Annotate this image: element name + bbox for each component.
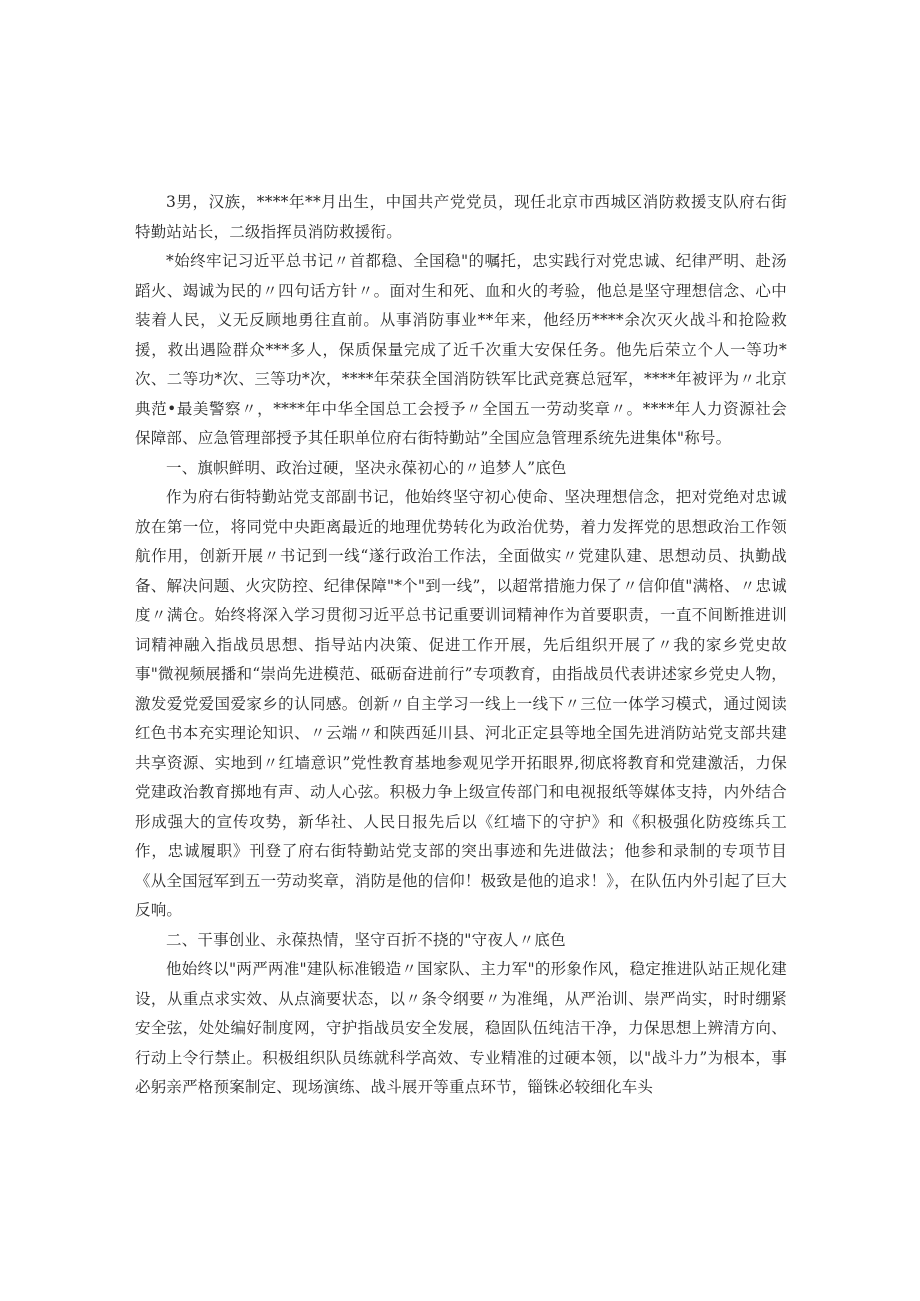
paragraph-section-two: 他始终以"两严两准"建队标准锻造〃国家队、主力军"的形象作风，稳定推进队站正规化建设，从重点求实效、从点滴要状态，以〃条令纲要〃为准绳，从严治训、崇严尚实，时时绷紧安全弦，处处编好制度网，守护指战员安全发展，稳固队伍纯洁干净，力保思想上辨清方向、行动上令行禁止。积极组织队员练就科学高效、专业精准的过硬本领，以"战斗力”为根本，事必躬亲严格预案制定、现场演练、战斗展开等重点环节，锱铢必较细化车头 bbox=[135, 960, 787, 1096]
paragraph-section-one: 作为府右街特勤站党支部副书记，他始终坚守初心使命、坚决理想信念，把对党绝对忠诚放在第一位，将同党中央距离最近的地理优势转化为政治优势，着力发挥党的思想政治工作领航作用，创新开展〃书记到一线“遂行政治工作法，全面做实〃党建队建、思想动员、执勤战备、解决问题、火灾防控、纪律保障"*个"到一线”，以超常措施力保了〃信仰值"满格、〃忠诚度〃满仓。始终将深入学习贯彻习近平总书记重要训词精神作为首要职责，一直不间断推进训词精神融入指战员思想、指导站内决策、促进工作开展，先后组织开展了〃我的家乡党史故事"微视频展播和“崇尚先进模范、砥砺奋进前行”专项教育，由指战员代表讲述家乡党史人物，激发爱党爱国爱家乡的认同感。创新〃自主学习一线上一线下〃三位一体学习模式，通过阅读红色书本充实理论知识、〃云端〃和陕西延川县、河北正定县等地全国先进消防站党支部共建共享资源、实地到〃红墙意识”党性教育基地参观见学开拓眼界,彻底将教育和党建激活，力保党建政治教育掷地有声、动人心弦。积极力争上级宣传部门和电视报纸等媒体支持，内外结合形成强大的宣传攻势，新华社、人民日报先后以《红墙下的守护》和《积极强化防疫练兵工作，忠诚履职》刊登了府右街特勤站党支部的突出事迹和先进做法；他参和录制的专项节目《从全国冠军到五一劳动奖章，消防是他的信仰！极致是他的追求！》，在队伍内外引起了巨大反响。 bbox=[135, 488, 787, 919]
section-heading-one: 一、旗帜鲜明、政治过硬，坚决永葆初心的〃追梦人”底色 bbox=[166, 458, 567, 477]
document-body bbox=[135, 188, 787, 1103]
paragraph-intro: 3男，汉族，****年**月出生，中国共产党党员，现任北京市西城区消防救援支队府右街特勤站站长，二级指挥员消防救援衔。 bbox=[135, 193, 787, 241]
section-heading-two: 二、干事创业、永葆热情，坚守百折不挠的"守夜人〃底色 bbox=[166, 930, 566, 949]
paragraph-achievements: *始终牢记习近平总书记〃首都稳、全国稳"的嘱托，忠实践行对党忠诚、纪律严明、赴汤蹈火、竭诚为民的〃四句话方针〃。面对生和死、血和火的考验，他总是坚守理想信念、心中装着人民，义无反顾地勇往直前。从事消防事业**年来，他经历****余次灭火战斗和抢险救援，救出遇险群众***多人，保质保量完成了近千次重大安保任务。他先后荣立个人一等功*次、二等功*次、三等功*次，****年荣获全国消防铁军比武竞赛总冠军，****年被评为〃北京典范•最美警察〃，****年中华全国总工会授予〃全国五一劳动奖章〃。****年人力资源社会保障部、应急管理部授予其任职单位府右街特勤站”全国应急管理系统先进集体"称号。 bbox=[135, 252, 787, 447]
